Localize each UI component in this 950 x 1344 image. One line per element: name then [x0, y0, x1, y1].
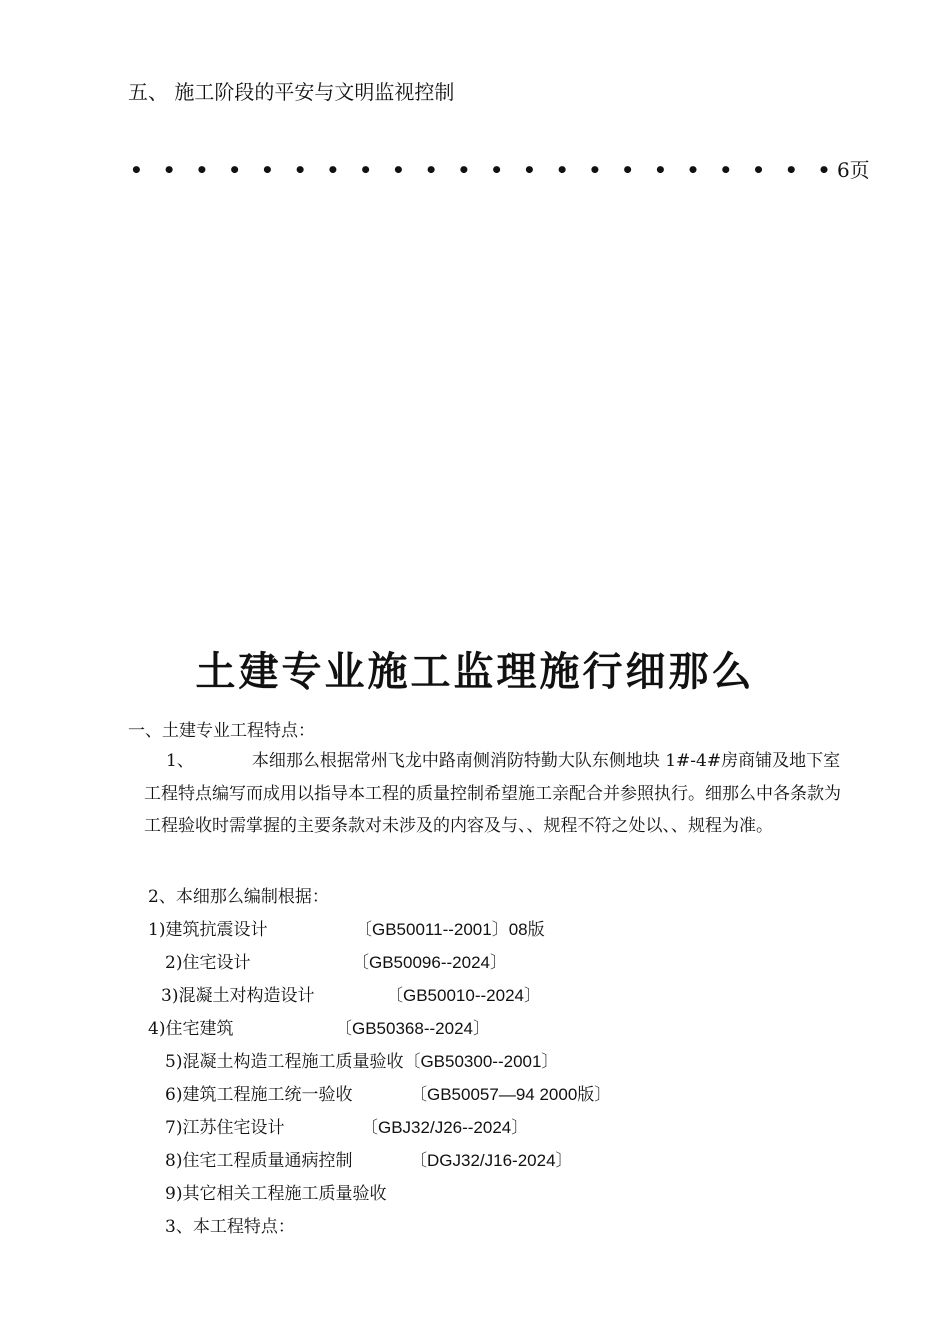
standard-code: 〔GBJ32/J26--2024〕 [361, 1118, 529, 1137]
standard-code: 〔GB50057—94 2000版〕 [410, 1085, 612, 1104]
standard-item [148, 915, 267, 940]
standard-item [165, 1113, 284, 1138]
standard-label: 3)混凝土对构造设计 [161, 986, 315, 1006]
standard-label: 1)建筑抗震设计 [148, 920, 268, 940]
standard-item [161, 981, 314, 1006]
paragraph-1-text: 本细那么根据常州飞龙中路南侧消防特勤大队东侧地块 1#-4#房商铺及地下室工程特点编写而成用以指导本工程的质量控制希望施工亲配合并参照执行。细那么中各条款为工程验收时需掌握的主要条款对未涉及的内容及与、、规程不符之处以、、规程为准。 [144, 751, 841, 836]
standard-code: 〔GB50010--2024〕 [386, 986, 541, 1005]
standard-label: 7)江苏住宅设计 [165, 1118, 285, 1138]
standard-label: 5)混凝土构造工程施工质量验收 [165, 1052, 404, 1072]
standard-code: 〔GB50011--2001〕08版 [355, 920, 545, 939]
toc-item-label: 五、 施工阶段的平安与文明监视控制 [128, 80, 455, 104]
standard-item [165, 948, 250, 973]
standard-code: 〔GB50096--2024〕 [352, 953, 507, 972]
standard-label: 4)住宅建筑 [148, 1019, 234, 1039]
toc-page-ref: 6页 [836, 158, 870, 182]
standard-label: 8)住宅工程质量通病控制 [165, 1151, 353, 1171]
standard-item [165, 1146, 352, 1171]
standard-code: 〔GB50368--2024〕 [335, 1019, 490, 1038]
standard-item [148, 1014, 233, 1039]
basis-heading: 2、本细那么编制根据： [148, 887, 329, 907]
standard-code: 〔DGJ32/J16-2024〕 [410, 1151, 573, 1170]
standard-item [165, 1047, 558, 1072]
standard-code: 〔GB50300--2001〕 [403, 1052, 559, 1071]
paragraph-1-number: 1、 [166, 751, 194, 771]
toc-dots: • • • • • • • • • • • • • • • • • • • • • • [130, 158, 837, 182]
paragraph-1 [144, 745, 854, 843]
document-title: 土建专业施工监理施行细那么 [195, 648, 755, 695]
standard-label: 9)其它相关工程施工质量验收 [165, 1184, 387, 1204]
standard-label: 2)住宅设计 [165, 953, 251, 973]
toc-leader-line [130, 154, 870, 183]
section-heading: 一、土建专业工程特点： [128, 721, 315, 741]
features-heading: 3、本工程特点： [165, 1217, 295, 1237]
standard-item [165, 1080, 352, 1105]
standard-label: 6)建筑工程施工统一验收 [165, 1085, 353, 1105]
standard-item [165, 1179, 386, 1204]
